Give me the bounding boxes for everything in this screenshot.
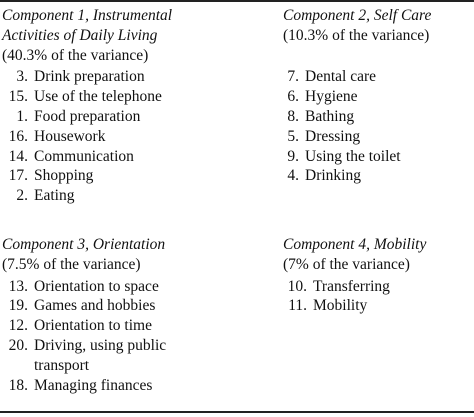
- list-item: [2, 316, 272, 336]
- item-label: Driving, using public: [34, 336, 167, 354]
- component-1-section: [2, 6, 272, 206]
- item-number: 9.: [287, 147, 299, 165]
- item-number: 15.: [8, 88, 28, 106]
- item-number: 20.: [8, 336, 28, 354]
- item-number: 13.: [8, 277, 28, 295]
- list-item: [2, 67, 272, 87]
- list-item: [2, 147, 272, 167]
- item-label: Games and hobbies: [34, 297, 156, 315]
- item-label: Orientation to space: [34, 277, 159, 295]
- item-number: 7.: [287, 68, 299, 86]
- item-label: Orientation to time: [34, 317, 152, 335]
- component-3-variance: (7.5% of the variance): [2, 255, 141, 273]
- item-number: 18.: [8, 376, 28, 394]
- item-label: Dental care: [305, 68, 376, 86]
- item-number: 11.: [288, 297, 307, 315]
- component-1-heading: Component 1, Instrumental: [2, 7, 173, 24]
- item-label: Bathing: [305, 107, 355, 125]
- list-item: [283, 296, 473, 316]
- item-number: 19.: [8, 297, 28, 315]
- item-label: Using the toilet: [305, 147, 401, 165]
- component-4-heading: Component 4, Mobility: [283, 236, 427, 253]
- list-item: [2, 107, 272, 127]
- item-label: Use of the telephone: [34, 88, 162, 106]
- component-2-section: [283, 6, 473, 186]
- item-number: 16.: [8, 127, 28, 145]
- list-item: [2, 87, 272, 107]
- list-item: [283, 87, 473, 107]
- item-label: Eating: [34, 187, 75, 205]
- item-number: 5.: [287, 127, 299, 145]
- item-number: 2.: [16, 187, 28, 205]
- list-item: [2, 376, 272, 396]
- list-item: [2, 186, 272, 206]
- item-number: 14.: [8, 147, 28, 165]
- item-label: Drinking: [305, 167, 361, 185]
- item-label: Communication: [34, 147, 134, 165]
- item-label: Shopping: [34, 167, 94, 185]
- item-label: Drink preparation: [34, 68, 145, 86]
- item-label: Hygiene: [305, 88, 358, 106]
- item-number: 10.: [287, 277, 307, 295]
- item-label: Managing finances: [34, 376, 153, 394]
- list-item: [2, 166, 272, 186]
- list-item: [2, 296, 272, 316]
- list-item: [283, 277, 473, 297]
- item-label: Dressing: [305, 127, 361, 145]
- list-item: [283, 127, 473, 147]
- item-number: 3.: [16, 68, 28, 86]
- list-item: [2, 336, 272, 356]
- item-number: 6.: [287, 88, 299, 106]
- list-item: [283, 147, 473, 167]
- list-item: [283, 67, 473, 87]
- component-3-heading: Component 3, Orientation: [2, 236, 166, 253]
- top-rule: [0, 0, 474, 2]
- list-item: [2, 127, 272, 147]
- item-label-continued: transport: [34, 356, 90, 374]
- component-1-variance: (40.3% of the variance): [2, 46, 149, 64]
- component-1-heading-line2: Activities of Daily Living: [2, 26, 158, 44]
- item-number: 4.: [287, 167, 299, 185]
- list-item: [2, 277, 272, 297]
- component-4-variance: (7% of the variance): [283, 255, 410, 273]
- bottom-rule: [0, 411, 474, 413]
- list-item: [283, 166, 473, 186]
- item-number: 17.: [8, 167, 28, 185]
- item-number: 12.: [8, 317, 28, 335]
- item-number: 8.: [287, 107, 299, 125]
- component-2-heading: Component 2, Self Care: [283, 7, 432, 24]
- list-item: [283, 107, 473, 127]
- item-label: Housework: [34, 127, 106, 145]
- component-3-section: [2, 235, 272, 395]
- component-2-variance: (10.3% of the variance): [283, 26, 430, 44]
- item-label: Transferring: [313, 277, 390, 295]
- item-label: Mobility: [313, 297, 368, 315]
- component-4-section: [283, 235, 473, 316]
- item-label: Food preparation: [34, 107, 141, 125]
- item-number: 1.: [16, 107, 28, 125]
